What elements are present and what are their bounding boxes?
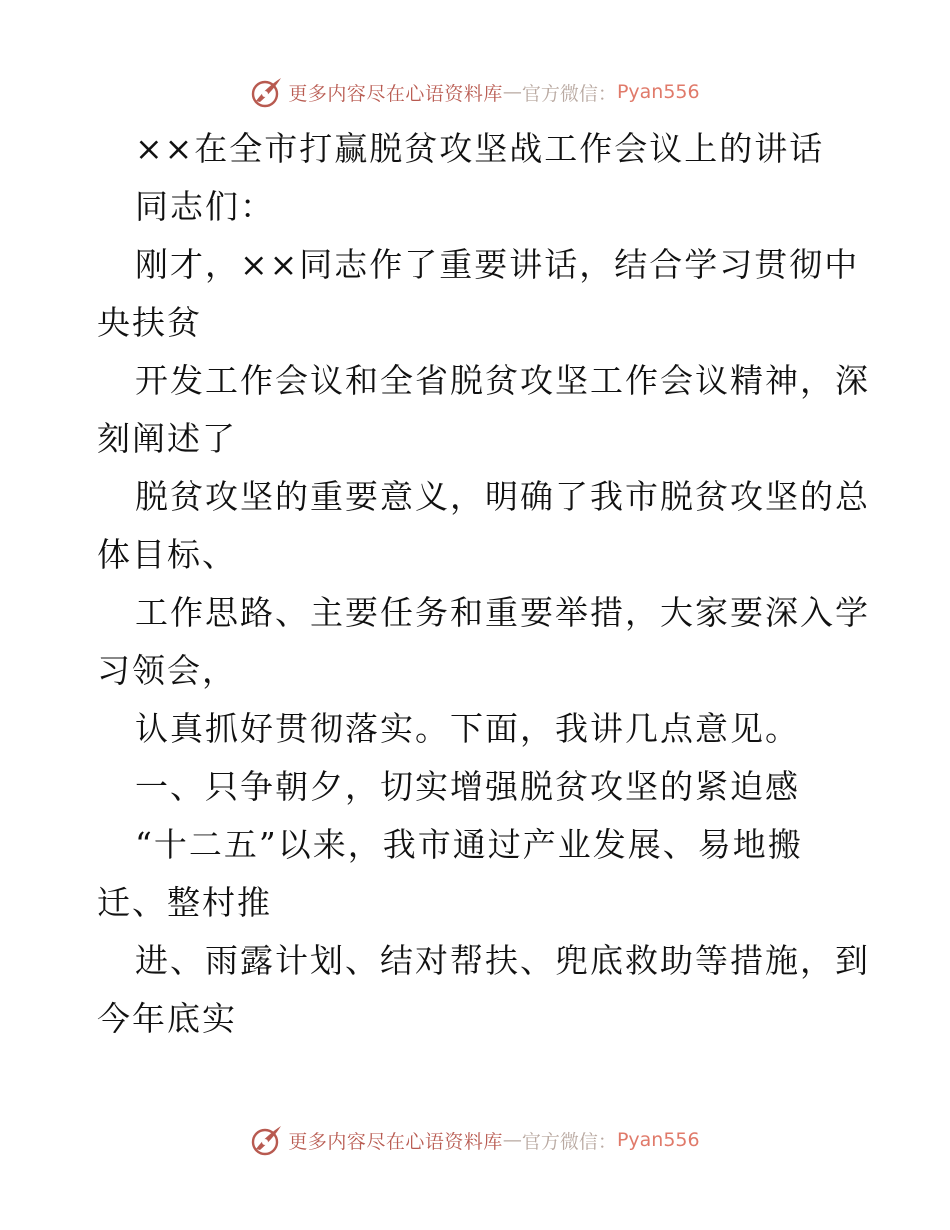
footer-banner [0,1120,950,1160]
paragraph: 认真抓好贯彻落实。下面，我讲几点意见。 [135,709,800,748]
wechat-label: 官方微信： [521,1130,617,1153]
document-body [97,120,870,1048]
paragraph: 刚才，××同志作了重要讲话，结合学习贯彻中 央扶贫 [97,245,860,342]
quill-logo-icon [250,75,284,109]
paragraph: 进、雨露计划、结对帮扶、兜底救助等措施，到 今年底实 [97,941,870,1038]
document-title: ××在全市打赢脱贫攻坚战工作会议上的讲话 [135,129,825,168]
site-name: 更多内容尽在心语资料库 [288,1130,503,1153]
banner-dash: — [502,81,522,103]
site-name: 更多内容尽在心语资料库 [288,82,503,105]
wechat-label: 官方微信： [521,82,617,105]
paragraph: 开发工作会议和全省脱贫攻坚工作会议精神，深 刻阐述了 [97,361,870,458]
wechat-account: Pyan556 [616,1129,700,1151]
quill-logo-icon [250,1123,284,1157]
banner-dash: — [502,1129,522,1151]
paragraph: 脱贫攻坚的重要意义，明确了我市脱贫攻坚的总 体目标、 [97,477,870,574]
paragraph: “十二五”以来，我市通过产业发展、易地搬 迁、整村推 [97,825,803,922]
section-heading: 一、只争朝夕，切实增强脱贫攻坚的紧迫感 [135,767,800,806]
greeting: 同志们： [135,187,275,226]
header-banner [0,72,950,112]
wechat-account: Pyan556 [616,81,700,103]
paragraph: 工作思路、主要任务和重要举措，大家要深入学 习领会， [97,593,870,690]
